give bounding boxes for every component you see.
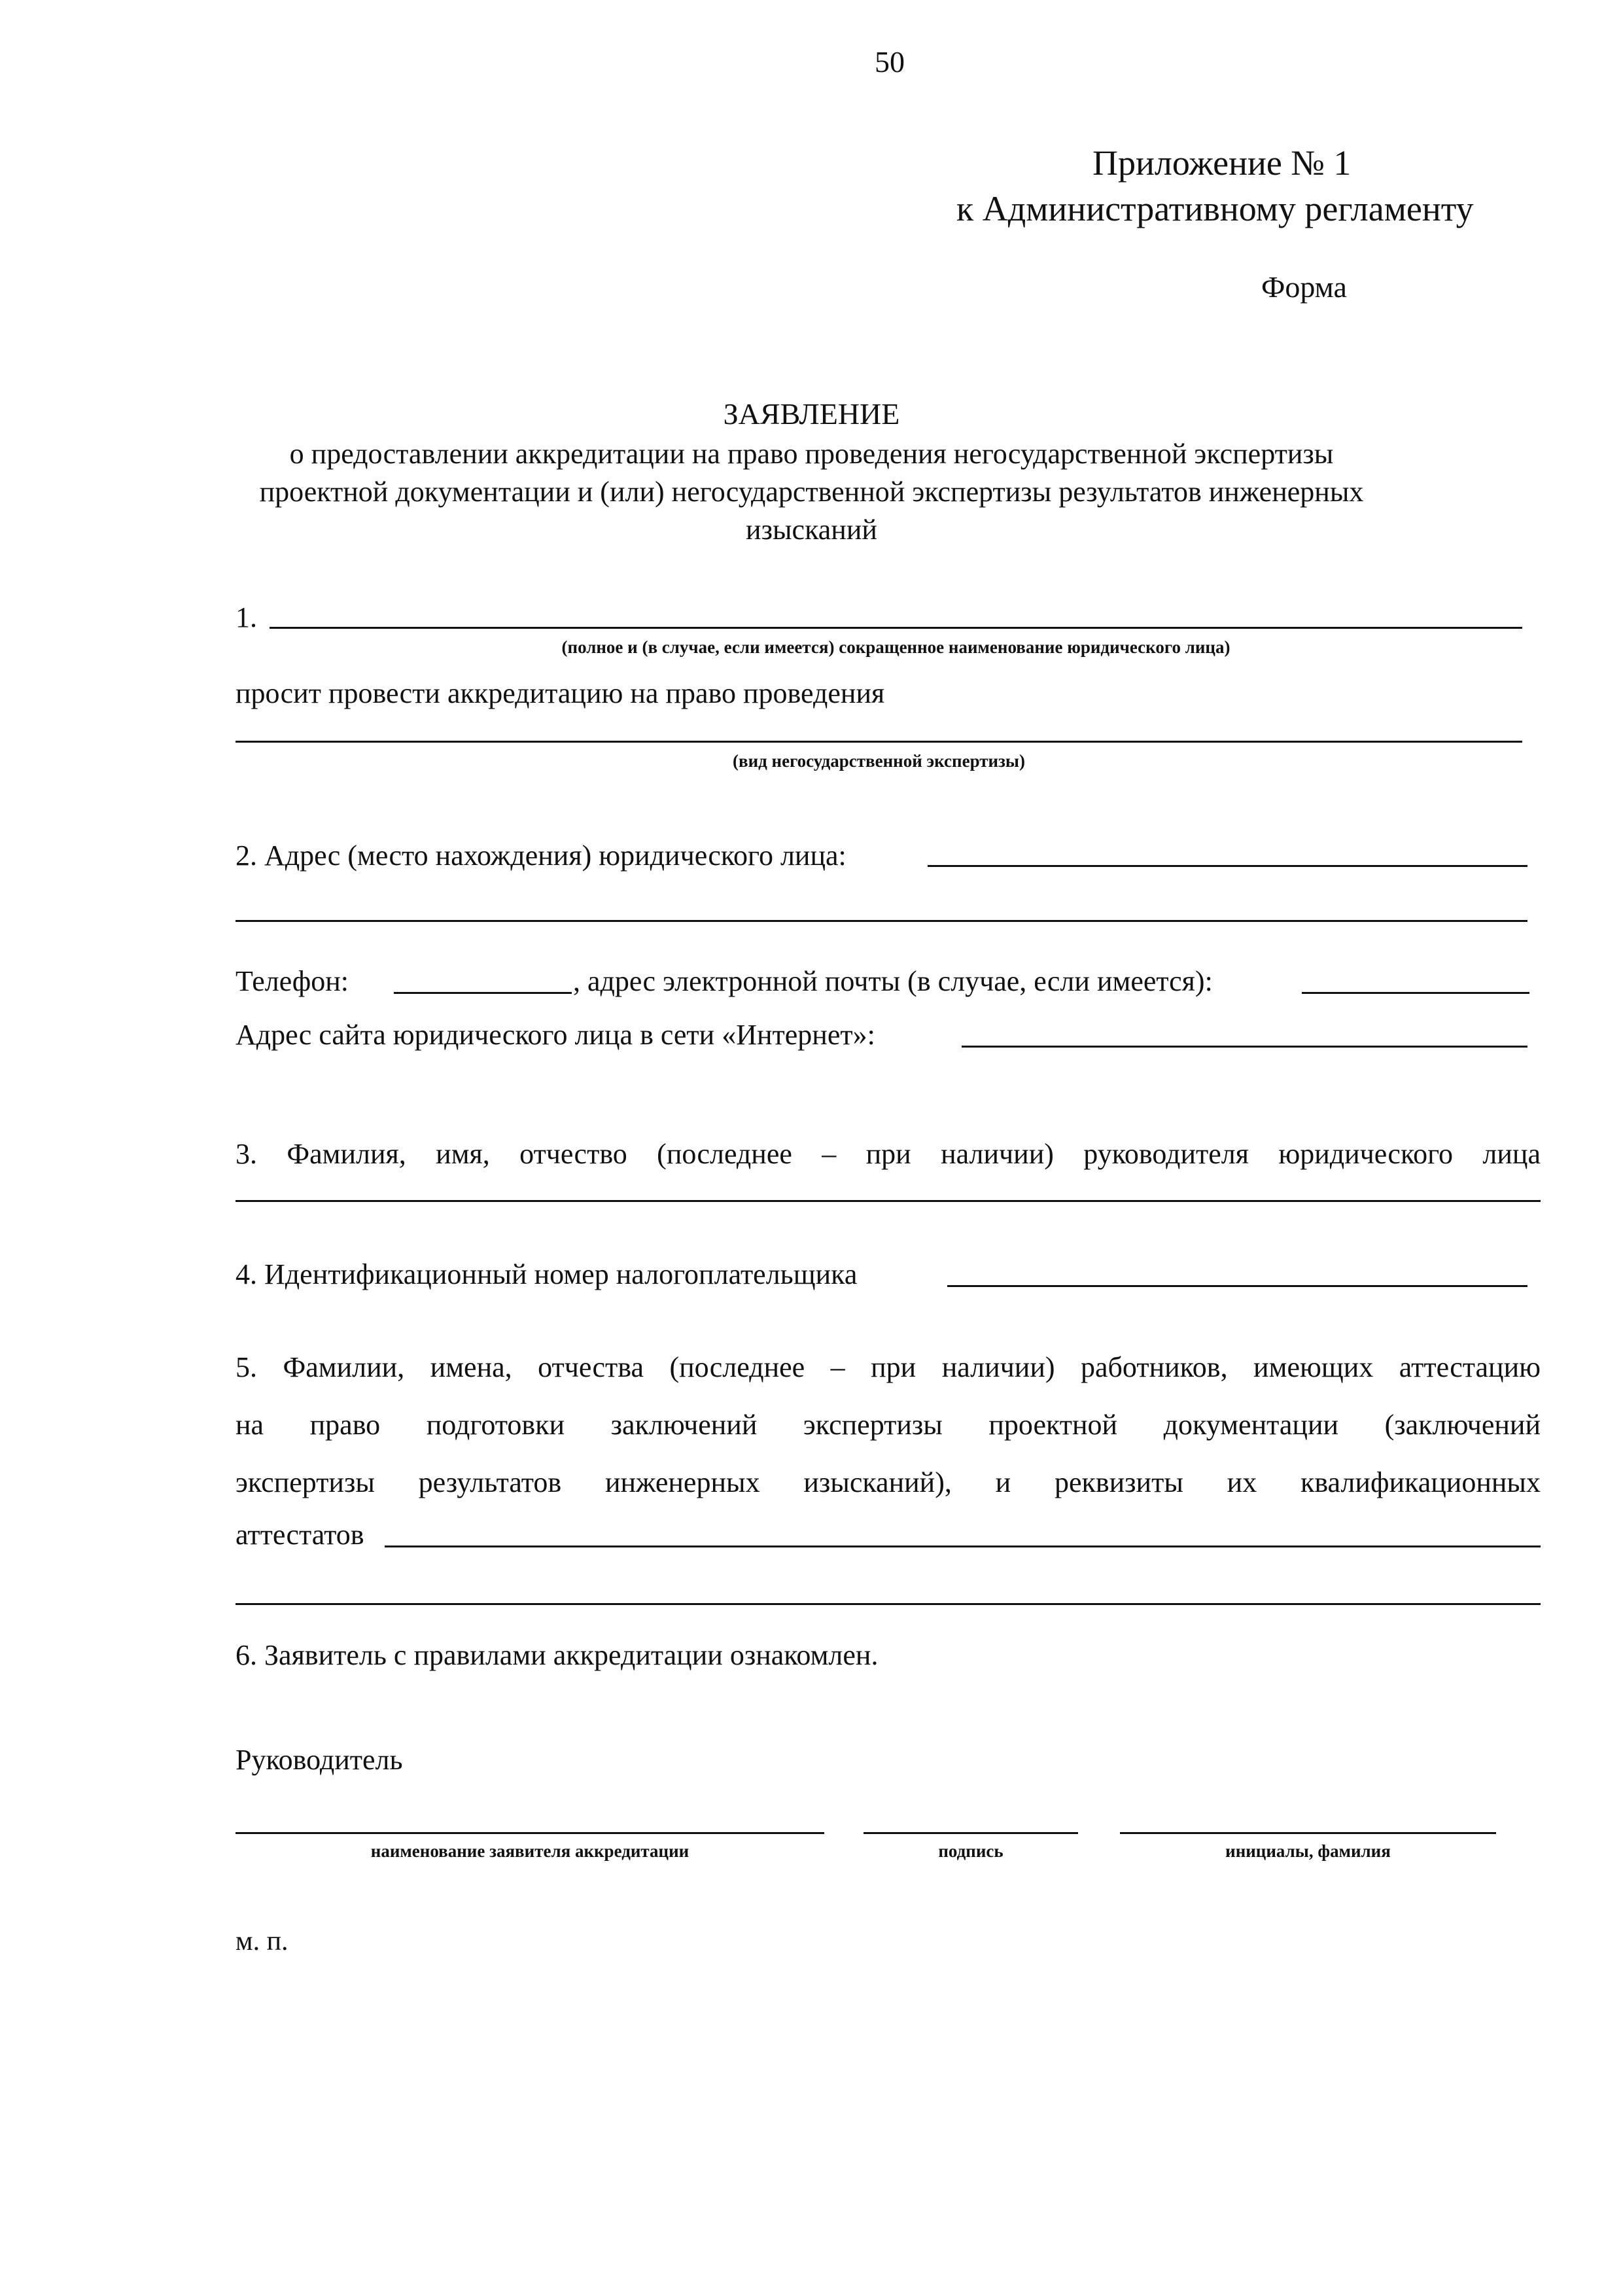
phone-field[interactable] bbox=[394, 992, 572, 994]
website-field[interactable] bbox=[962, 1046, 1527, 1048]
title-line-3: изысканий bbox=[746, 514, 877, 546]
address-label: 2. Адрес (место нахождения) юридического лица: bbox=[236, 839, 846, 872]
address-field-line-2[interactable] bbox=[236, 920, 1527, 922]
section-5-line-4: аттестатов bbox=[236, 1519, 364, 1551]
initials-field[interactable] bbox=[1120, 1832, 1496, 1834]
initials-caption: инициалы, фамилия bbox=[1225, 1841, 1391, 1861]
title-line-2: проектной документации и (или) негосударственной экспертизы результатов инженерных bbox=[259, 476, 1364, 508]
signature-caption: подпись bbox=[938, 1841, 1003, 1861]
expertise-type-field[interactable] bbox=[236, 741, 1522, 743]
form-label: Форма bbox=[1261, 270, 1347, 304]
signature-field[interactable] bbox=[864, 1832, 1078, 1834]
applicant-name-field[interactable] bbox=[236, 1832, 824, 1834]
workers-field[interactable] bbox=[385, 1545, 1541, 1547]
org-name-field[interactable] bbox=[270, 627, 1522, 629]
page-number: 50 bbox=[875, 45, 905, 79]
website-label: Адрес сайта юридического лица в сети «Интернет»: bbox=[236, 1019, 875, 1051]
section-5-line-1: 5. Фамилии, имена, отчества (последнее – при наличии) работников, имеющих аттестацию bbox=[236, 1351, 1541, 1383]
email-label: , адрес электронной почты (в случае, если имеется): bbox=[573, 965, 1213, 997]
section-6-text: 6. Заявитель с правилами аккредитации ознакомлен. bbox=[236, 1639, 879, 1671]
head-name-field[interactable] bbox=[236, 1200, 1541, 1202]
org-name-caption: (полное и (в случае, если имеется) сокращенное наименование юридического лица) bbox=[561, 637, 1230, 657]
applicant-name-caption: наименование заявителя аккредитации bbox=[370, 1841, 689, 1861]
head-label: Руководитель bbox=[236, 1744, 403, 1776]
request-text: просит провести аккредитацию на право проведения bbox=[236, 677, 885, 709]
section-5-line-3: экспертизы результатов инженерных изысканий), и реквизиты их квалификационных bbox=[236, 1466, 1541, 1498]
workers-field-line-2[interactable] bbox=[236, 1603, 1541, 1605]
section-4-text: 4. Идентификационный номер налогоплательщика bbox=[236, 1258, 858, 1290]
expertise-type-caption: (вид негосударственной экспертизы) bbox=[733, 751, 1025, 771]
stamp-place: м. п. bbox=[236, 1926, 288, 1956]
appendix-line-2: к Административному регламенту bbox=[956, 189, 1474, 228]
appendix-line-1: Приложение № 1 bbox=[1092, 143, 1352, 183]
document-title: ЗАЯВЛЕНИЕ bbox=[723, 397, 900, 431]
title-line-1: о предоставлении аккредитации на право проведения негосударственной экспертизы bbox=[289, 438, 1334, 470]
phone-label: Телефон: bbox=[236, 965, 349, 997]
email-field[interactable] bbox=[1302, 992, 1529, 994]
section-3-text: 3. Фамилия, имя, отчество (последнее – при наличии) руководителя юридического лица bbox=[236, 1138, 1541, 1170]
section-5-line-2: на право подготовки заключений экспертизы проектной документации (заключений bbox=[236, 1409, 1541, 1441]
section-1-number: 1. bbox=[236, 601, 257, 633]
inn-field[interactable] bbox=[947, 1285, 1527, 1287]
address-field[interactable] bbox=[928, 865, 1527, 867]
